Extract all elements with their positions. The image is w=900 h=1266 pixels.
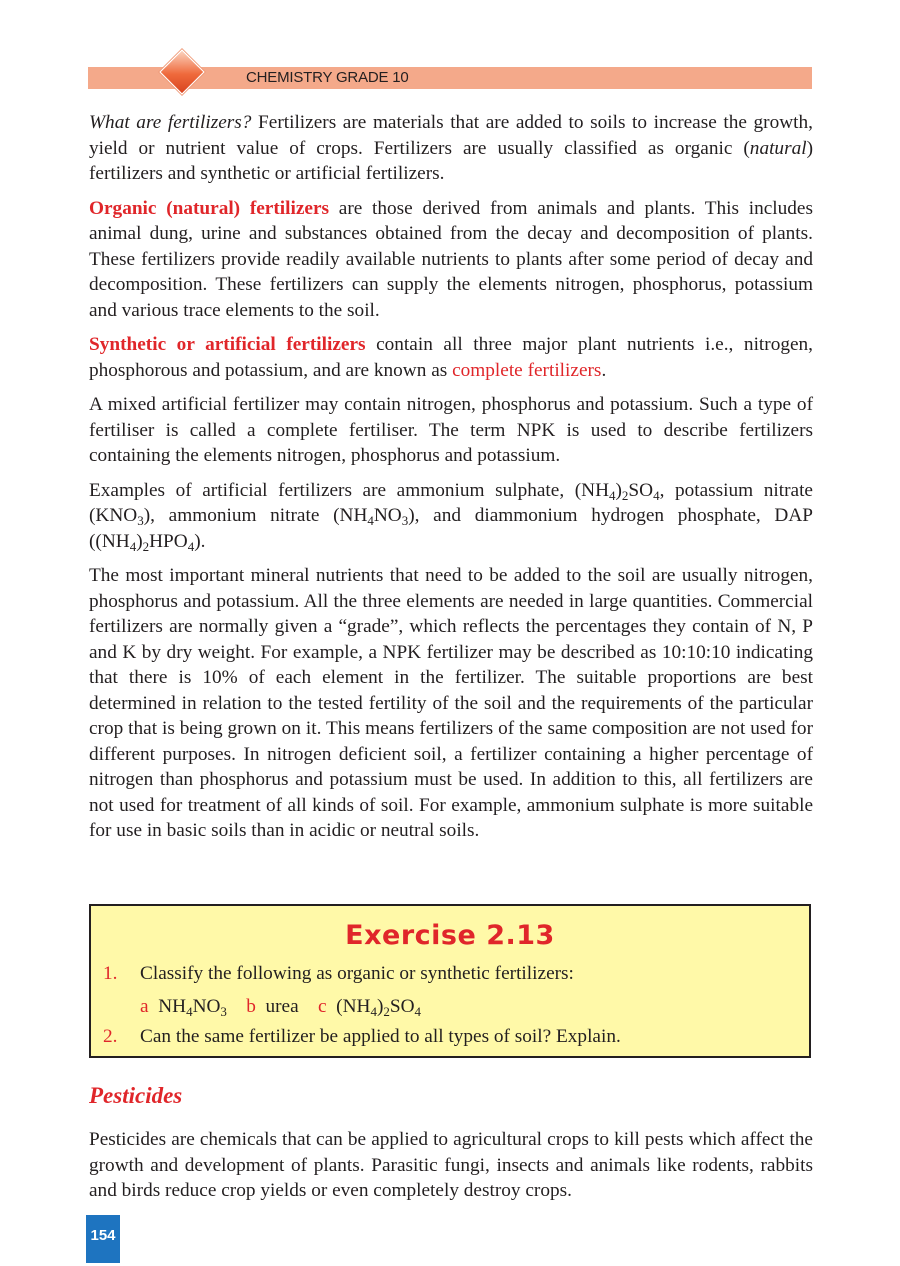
examples-paragraph: Examples of artificial fertilizers are ammonium sulphate, $(NH_4)_2SO_4$, potassium nitrate $(KNO_3)$, ammonium nitrate $(NH_4NO_3)$, and diammonium hydrogen phosphate, DAP $((NH_4)_2HPO_4)$.: [89, 479, 813, 554]
page-number: 154: [90, 1227, 116, 1244]
synthetic-term: Synthetic or artificial fertilizers: [89, 334, 366, 355]
header-title: CHEMISTRY GRADE 10: [246, 69, 409, 86]
exercise-box: [89, 904, 811, 1058]
exercise-question-2: 2. Can the same fertilizer be applied to all types of soil? Explain.: [103, 1026, 621, 1047]
pesticides-heading: Pesticides: [89, 1083, 183, 1108]
mixed-paragraph: A mixed artificial fertilizer may contain nitrogen, phosphorus and potassium. Such a type of fertiliser is called a complete fertiliser. The term NPK is used to describe fertilizers containing the elements nitrogen, phosphorus and potassium.: [89, 394, 813, 466]
pesticides-paragraph: Pesticides are chemicals that can be applied to agricultural crops to kill pests which affect the growth and development of plants. Parasitic fungi, insects and animals like rodents, rabbits and birds reduce crop yields or even completely destroy crops.: [89, 1129, 813, 1201]
nutrients-paragraph: The most important mineral nutrients that need to be added to the soil are usually nitrogen, phosphorus and potassium. All the three elements are needed in large quantities. Commercial fertilizers are normally given a “grade”, which reflects the percentages they contain of N, P and K by dry weight. For example, a NPK fertilizer may be described as 10:10:10 indicating that there is 10% of each element in the fertilizer. The suitable proportions are best determined in relation to the tested fertility of the soil and the requirements of the particular crop that is being grown on it. This means fertilizers of the same composition are not used for different purposes. In nitrogen deficient soil, a fertilizer containing a higher percentage of nitrogen than phosphorus and potassium must be used. In addition to this, all fertilizers are not used for treatment of all kinds of soil. For example, ammonium sulphate is more suitable for use in basic soils than in acidic or neutral soils.: [89, 565, 813, 841]
complete-fertilizers-term: complete fertilizers: [452, 359, 602, 381]
synthetic-paragraph: Synthetic or artificial fertilizers contain all three major plant nutrients i.e., nitrogen, phosphorous and potassium, and are known as complete fertilizers.: [89, 334, 814, 381]
organic-paragraph: Organic (natural) fertilizers are those derived from animals and plants. This includes animal dung, urine and substances obtained from the decay and decomposition of plants. These fertilizers provide readily available nutrients to plants after some period of decay and decomposition. These fertilizers can supply the elements nitrogen, phosphorus, potassium and various trace elements to the soil.: [89, 197, 813, 321]
main-content: [89, 110, 813, 853]
intro-paragraph: What are fertilizers? Fertilizers are materials that are added to soils to increase the growth, yield or nutrient value of crops. Fertilizers are usually classified as organic (natural) fertilizers and synthetic or artificial fertilizers.: [89, 112, 813, 184]
exercise-question-1: 1. Classify the following as organic or synthetic fertilizers:: [103, 963, 574, 984]
exercise-question-1-options: a $NH_4NO_3$ b urea c $(NH_4)_2SO_4$: [140, 996, 422, 1019]
exercise-title: Exercise 2.13: [345, 920, 555, 951]
organic-term: Organic (natural) fertilizers: [89, 197, 330, 219]
intro-question: What are fertilizers?: [89, 112, 252, 133]
